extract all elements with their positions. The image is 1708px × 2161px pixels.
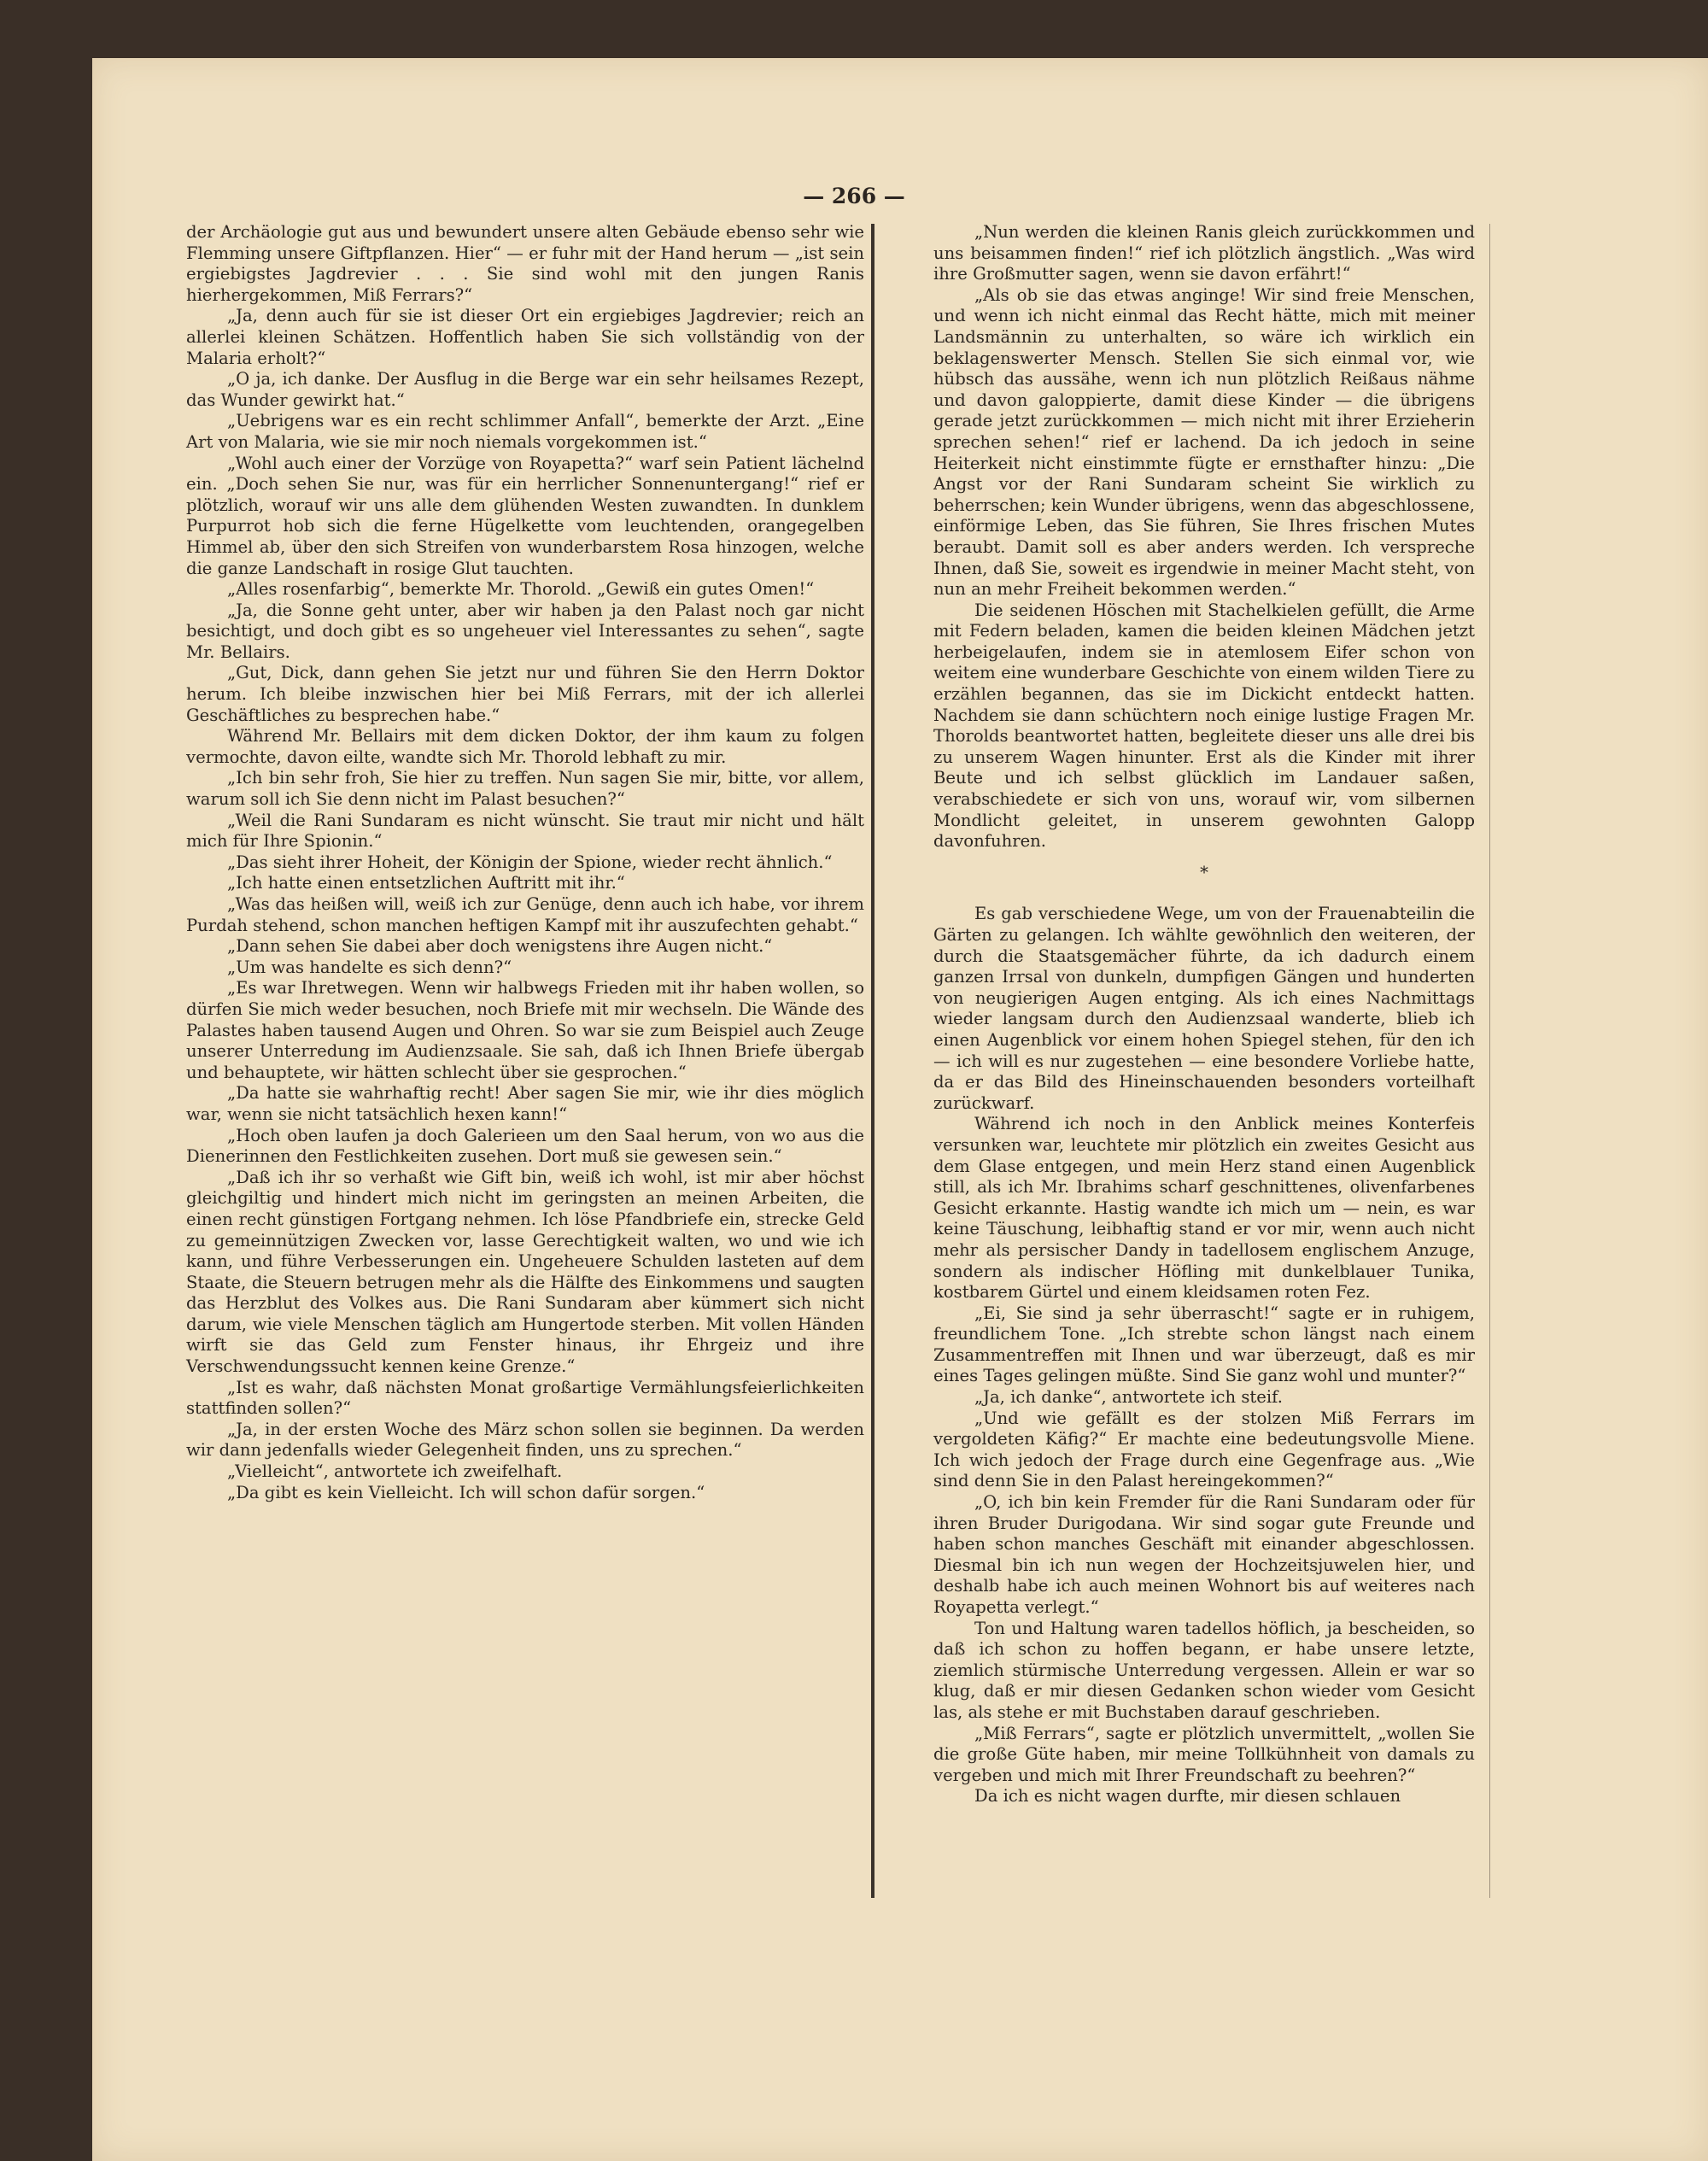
right-column-paragraph: Ton und Haltung waren tadellos höflich, ja bescheiden, so daß ich schon zu hoffen begann, er habe unsere letzte, ziemlich stürmische Unterredung vergessen. Allein er war so klug, daß er mir diesen Gedanken schon wieder vom Gesicht las, als stehe er mit Buchstaben darauf geschrieben. xyxy=(933,1618,1475,1722)
section-separator: * xyxy=(1200,862,1208,882)
right-column-paragraph: „Ei, Sie sind ja sehr überrascht!“ sagte er in ruhigem, freundlichem Tone. „Ich strebte schon längst nach einem Zusammentreffen mit Ihnen und war überzeugt, daß es mir eines Tages gelingen müßte. Sind Sie ganz wohl und munter?“ xyxy=(933,1303,1475,1386)
left-column-paragraph: „Wohl auch einer der Vorzüge von Royapetta?“ warf sein Patient lächelnd ein. „Doch sehen Sie nur, was für ein herrlicher Sonnenuntergang!“ rief er plötzlich, worauf wir uns alle dem glühenden Westen zuwandten. In dunklem Purpurrot hob sich die ferne Hügelkette vom leuchtenden, orangegelben Himmel ab, über den sich Streifen von wunderbarstem Rosa hinzogen, welche die ganze Landschaft in rosige Glut tauchten. xyxy=(186,453,864,578)
left-column-paragraph: „Da hatte sie wahrhaftig recht! Aber sagen Sie mir, wie ihr dies möglich war, wenn sie nicht tatsächlich hexen kann!“ xyxy=(186,1083,864,1124)
right-column-paragraph: Es gab verschiedene Wege, um von der Frauenabteilin die Gärten zu gelangen. Ich wählte gewöhnlich den weiteren, der durch die Staatsgemächer führte, da ich dadurch einem ganzen Irrsal von dunkeln, dumpfigen Gängen und hunderten von neugierigen Augen entging. Als ich eines Nachmittags wieder langsam durch den Audienzsaal wanderte, blieb ich einen Augenblick vor einem hohen Spiegel stehen, für den ich — ich will es nur zugestehen — eine besondere Vorliebe hatte, da er das Bild des Hineinschauenden besonders vorteilhaft zurückwarf. xyxy=(933,904,1475,1113)
left-column-paragraph: „Ich hatte einen entsetzlichen Auftritt mit ihr.“ xyxy=(227,873,625,893)
left-column-paragraph: „Dann sehen Sie dabei aber doch wenigstens ihre Augen nicht.“ xyxy=(227,936,773,957)
right-column-paragraph: „Miß Ferrars“, sagte er plötzlich unvermittelt, „wollen Sie die große Güte haben, mir meine Tollkühnheit von damals zu vergeben und mich mit Ihrer Freundschaft zu beehren?“ xyxy=(933,1723,1475,1785)
left-column-paragraph: „Alles rosenfarbig“, bemerkte Mr. Thorold. „Gewiß ein gutes Omen!“ xyxy=(227,579,815,600)
left-column-paragraph: „Vielleicht“, antwortete ich zweifelhaft. xyxy=(227,1461,563,1482)
left-column-paragraph: „Ja, die Sonne geht unter, aber wir haben ja den Palast noch gar nicht besichtigt, und doch gibt es so ungeheuer viel Interessantes zu sehen“, sagte Mr. Bellairs. xyxy=(186,600,864,662)
left-column-paragraph: „Ja, in der ersten Woche des März schon sollen sie beginnen. Da werden wir dann jedenfalls wieder Gelegenheit finden, uns zu sprechen.“ xyxy=(186,1419,864,1461)
right-column-paragraph: „O, ich bin kein Fremder für die Rani Sundaram oder für ihren Bruder Durigodana. Wir sind sogar gute Freunde und haben schon manches Geschäft mit einander abgeschlossen. Diesmal bin ich nun wegen der Hochzeitsjuwelen hier, und deshalb habe ich auch meinen Wohnort bis auf weiteres nach Royapetta verlegt.“ xyxy=(933,1492,1475,1617)
left-column-paragraph: „Um was handelte es sich denn?“ xyxy=(227,957,512,977)
page-edge-line xyxy=(1489,224,1490,1898)
left-column-paragraph: „Es war Ihretwegen. Wenn wir halbwegs Frieden mit ihr haben wollen, so dürfen Sie mich weder besuchen, noch Briefe mit mir wechseln. Die Wände des Palastes haben tausend Augen und Ohren. So war sie zum Beispiel auch Zeuge unserer Unterredung im Audienzsaale. Sie sah, daß ich Ihnen Briefe übergab und behauptete, wir hätten schlecht über sie gesprochen.“ xyxy=(186,978,864,1082)
left-column-paragraph: „Das sieht ihrer Hoheit, der Königin der Spione, wieder recht ähnlich.“ xyxy=(227,852,833,872)
column-divider xyxy=(871,224,874,1898)
left-column-paragraph: „Ist es wahr, daß nächsten Monat großartige Vermählungsfeierlichkeiten stattfinden sollen?“ xyxy=(186,1377,864,1419)
right-column-paragraph: Während ich noch in den Anblick meines Konterfeis versunken war, leuchtete mir plötzlich ein zweites Gesicht aus dem Glase entgegen, und mein Herz stand einen Augenblick still, als ich Mr. Ibrahims scharf geschnittenes, olivenfarbenes Gesicht erkannte. Hastig wandte ich mich um — nein, es war keine Täuschung, leibhaftig stand er vor mir, wenn auch nicht mehr als persischer Dandy in tadellosem englischem Anzuge, sondern als indischer Höfling mit dunkelblauer Tunika, kostbarem Gürtel und einem kleidsamen roten Fez. xyxy=(933,1114,1475,1303)
left-column-paragraph: „Weil die Rani Sundaram es nicht wünscht. Sie traut mir nicht und hält mich für Ihre Spionin.“ xyxy=(186,810,864,852)
left-column-paragraph: „Ich bin sehr froh, Sie hier zu treffen. Nun sagen Sie mir, bitte, vor allem, warum soll ich Sie denn nicht im Palast besuchen?“ xyxy=(186,768,864,810)
right-column-paragraph: Die seidenen Höschen mit Stachelkielen gefüllt, die Arme mit Federn beladen, kamen die beiden kleinen Mädchen jetzt herbeigelaufen, indem sie in atemlosem Eifer schon von weitem eine wunderbare Geschichte von einem wilden Tiere zu erzählen begannen, das sie im Dickicht entdeckt hatten. Nachdem sie dann schüchtern noch einige lustige Fragen Mr. Thorolds beantwortet hatten, begleitete dieser uns alle drei bis zu unserem Wagen hinunter. Erst als die Kinder mit ihrer Beute und ich selbst glücklich im Landauer saßen, verabschiedete er sich von uns, worauf wir, vom silbernen Mondlicht geleitet, in unserem gewohnten Galopp davonfuhren. xyxy=(933,600,1475,852)
left-column-paragraph: „Uebrigens war es ein recht schlimmer Anfall“, bemerkte der Arzt. „Eine Art von Malaria, wie sie mir noch niemals vorgekommen ist.“ xyxy=(186,411,864,452)
left-column-paragraph: „Gut, Dick, dann gehen Sie jetzt nur und führen Sie den Herrn Doktor herum. Ich bleibe inzwischen hier bei Miß Ferrars, mit der ich allerlei Geschäftliches zu besprechen habe.“ xyxy=(186,663,864,725)
left-column-paragraph: Während Mr. Bellairs mit dem dicken Doktor, der ihm kaum zu folgen vermochte, davon eilte, wandte sich Mr. Thorold lebhaft zu mir. xyxy=(186,726,864,767)
left-column-paragraph: „Daß ich ihr so verhaßt wie Gift bin, weiß ich wohl, ist mir aber höchst gleichgiltig und hindert mich nicht im geringsten an meinen Arbeiten, die einen recht günstigen Fortgang nehmen. Ich löse Pfandbriefe ein, strecke Geld zu gemeinnützigen Zwecken vor, lasse Gerechtigkeit walten, wo und wie ich kann, und führe Verbesserungen ein. Ungeheuere Schulden lasteten auf dem Staate, die Steuern betrugen mehr als die Hälfte des Einkommens und saugten das Herzblut des Volkes aus. Die Rani Sundaram aber kümmert sich nicht darum, wie viele Menschen täglich am Hungertode sterben. Mit vollen Händen wirft sie das Geld zum Fenster hinaus, ihr Ehrgeiz und ihre Verschwendungssucht kennen keine Grenze.“ xyxy=(186,1167,864,1377)
left-column-paragraph: der Archäologie gut aus und bewundert unsere alten Gebäude ebenso sehr wie Flemming unsere Giftpflanzen. Hier“ — er fuhr mit der Hand herum — „ist sein ergiebigstes Jagdrevier . . . Sie sind wohl mit den jungen Ranis hierhergekommen, Miß Ferrars?“ xyxy=(186,222,864,305)
right-column-paragraph: „Als ob sie das etwas anginge! Wir sind freie Menschen, und wenn ich nicht einmal das Recht hätte, mich mit meiner Landsmännin zu unterhalten, so wäre ich wirklich ein beklagenswerter Mensch. Stellen Sie sich einmal vor, wie hübsch das aussähe, wenn ich nun plötzlich Reißaus nähme und davon galoppierte, damit diese Kinder — die übrigens gerade jetzt zurückkommen — mich nicht mit ihrer Erzieherin sprechen sehen!“ rief er lachend. Da ich jedoch in seine Heiterkeit nicht einstimmte fügte er ernsthafter hinzu: „Die Angst vor der Rani Sundaram scheint Sie wirklich zu beherrschen; kein Wunder übrigens, wenn das abgeschlossene, einförmige Leben, das Sie führen, Sie Ihres frischen Mutes beraubt. Damit soll es aber anders werden. Ich verspreche Ihnen, daß Sie, soweit es irgendwie in meiner Macht steht, von nun an mehr Freiheit bekommen werden.“ xyxy=(933,284,1475,600)
left-column-paragraph: „Hoch oben laufen ja doch Galerieen um den Saal herum, von wo aus die Dienerinnen den Festlichkeiten zusehen. Dort muß sie gewesen sein.“ xyxy=(186,1125,864,1167)
right-column-paragraph: „Nun werden die kleinen Ranis gleich zurückkommen und uns beisammen finden!“ rief ich plötzlich ängstlich. „Was wird ihre Großmutter sagen, wenn sie davon erfährt!“ xyxy=(933,222,1475,284)
left-text-column xyxy=(186,222,864,1503)
right-column-paragraph: „Ja, ich danke“, antwortete ich steif. xyxy=(974,1387,1283,1408)
left-column-paragraph: „Was das heißen will, weiß ich zur Genüge, denn auch ich habe, vor ihrem Purdah stehend, schon manchen heftigen Kampf mit ihr auszufechten gehabt.“ xyxy=(186,894,864,935)
right-column-paragraph: Da ich es nicht wagen durfte, mir diesen schlauen xyxy=(974,1786,1401,1807)
left-column-paragraph: „Da gibt es kein Vielleicht. Ich will schon dafür sorgen.“ xyxy=(227,1482,705,1502)
right-column-paragraph: „Und wie gefällt es der stolzen Miß Ferrars im vergoldeten Käfig?“ Er machte eine bedeutungsvolle Miene. Ich wich jedoch der Frage durch eine Gegenfrage aus. „Wie sind denn Sie in den Palast hereingekommen?“ xyxy=(933,1408,1475,1491)
left-column-paragraph: „Ja, denn auch für sie ist dieser Ort ein ergiebiges Jagdrevier; reich an allerlei kleinen Schätzen. Hoffentlich haben Sie sich vollständig von der Malaria erholt?“ xyxy=(186,306,864,368)
page-number: — 266 — xyxy=(803,184,905,208)
right-text-column xyxy=(933,222,1475,1807)
left-column-paragraph: „O ja, ich danke. Der Ausflug in die Berge war ein sehr heilsames Rezept, das Wunder gewirkt hat.“ xyxy=(186,369,864,410)
